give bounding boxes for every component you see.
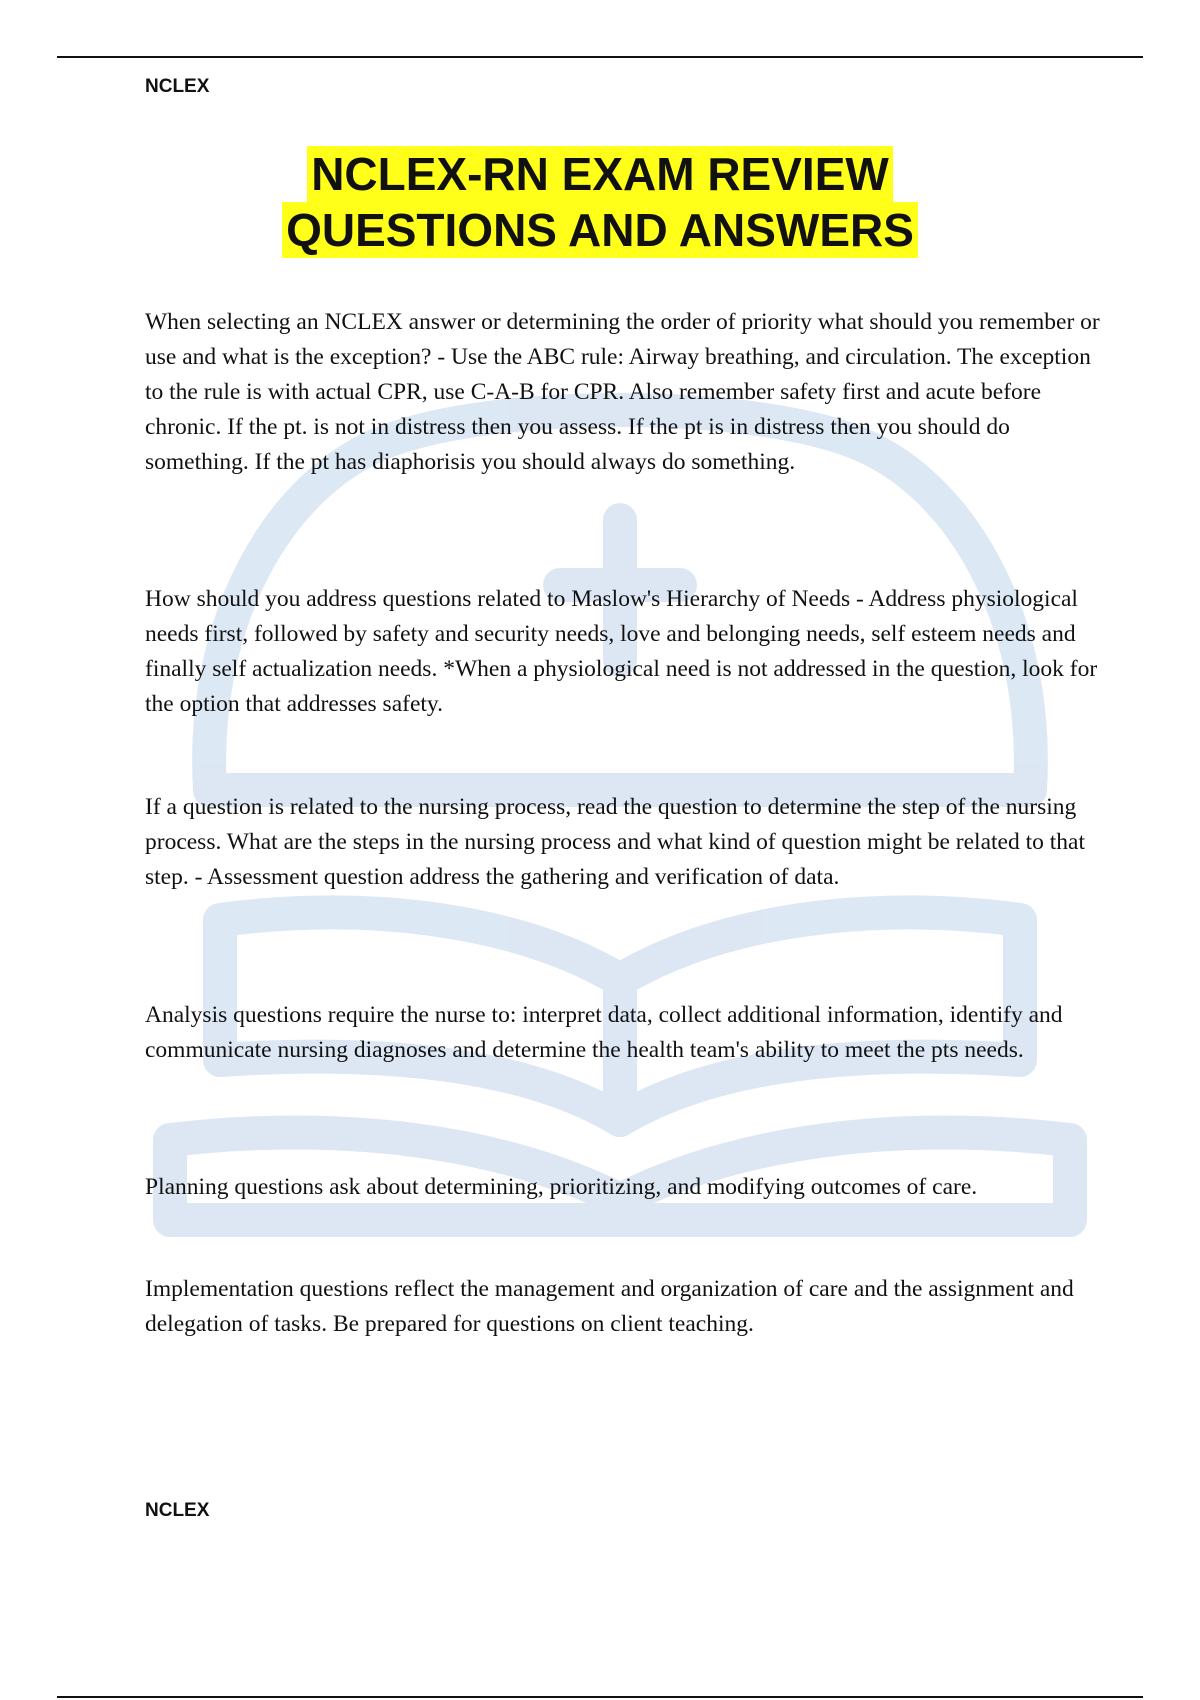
document-title	[0, 146, 1200, 258]
paragraph-nursing-process: If a question is related to the nursing process, read the question to determine the step of the nursing process. What are the steps in the nursing process and what kind of question might be related to that step. - Assessment question address the gathering and verification of data.	[145, 794, 1085, 890]
paragraph-abc-rule: When selecting an NCLEX answer or determining the order of priority what should you remember or use and what is the exception? - Use the ABC rule: Airway breathing, and circulation. The exception to the rule is with actual CPR, use C-A-B for CPR. Also remember safety first and acute before chronic. If the pt. is not in distress then you assess. If the pt is in distress then you should do something. If the pt has diaphorisis you should always do something.	[145, 309, 1100, 475]
top-rule	[57, 56, 1143, 58]
page-header-label: NCLEX	[145, 76, 210, 97]
paragraph-maslow: How should you address questions related to Maslow's Hierarchy of Needs - Address physiological needs first, followed by safety and security needs, love and belonging needs, self esteem needs and finally self actualization needs. *When a physiological need is not addressed in the question, look for the option that addresses safety.	[145, 586, 1098, 717]
bottom-rule	[57, 1696, 1143, 1698]
paragraph-implementation: Implementation questions reflect the management and organization of care and the assignment and delegation of tasks. Be prepared for questions on client teaching.	[145, 1276, 1074, 1337]
paragraph-analysis: Analysis questions require the nurse to: interpret data, collect additional information, identify and communicate nursing diagnoses and determine the health team's ability to meet the pts needs.	[145, 1002, 1063, 1063]
paragraph-planning: Planning questions ask about determining, prioritizing, and modifying outcomes of care.	[145, 1174, 978, 1200]
page-header-label-next: NCLEX	[145, 1500, 210, 1521]
title-line-2: QUESTIONS AND ANSWERS	[282, 202, 918, 258]
title-line-1: NCLEX-RN EXAM REVIEW	[307, 146, 893, 202]
